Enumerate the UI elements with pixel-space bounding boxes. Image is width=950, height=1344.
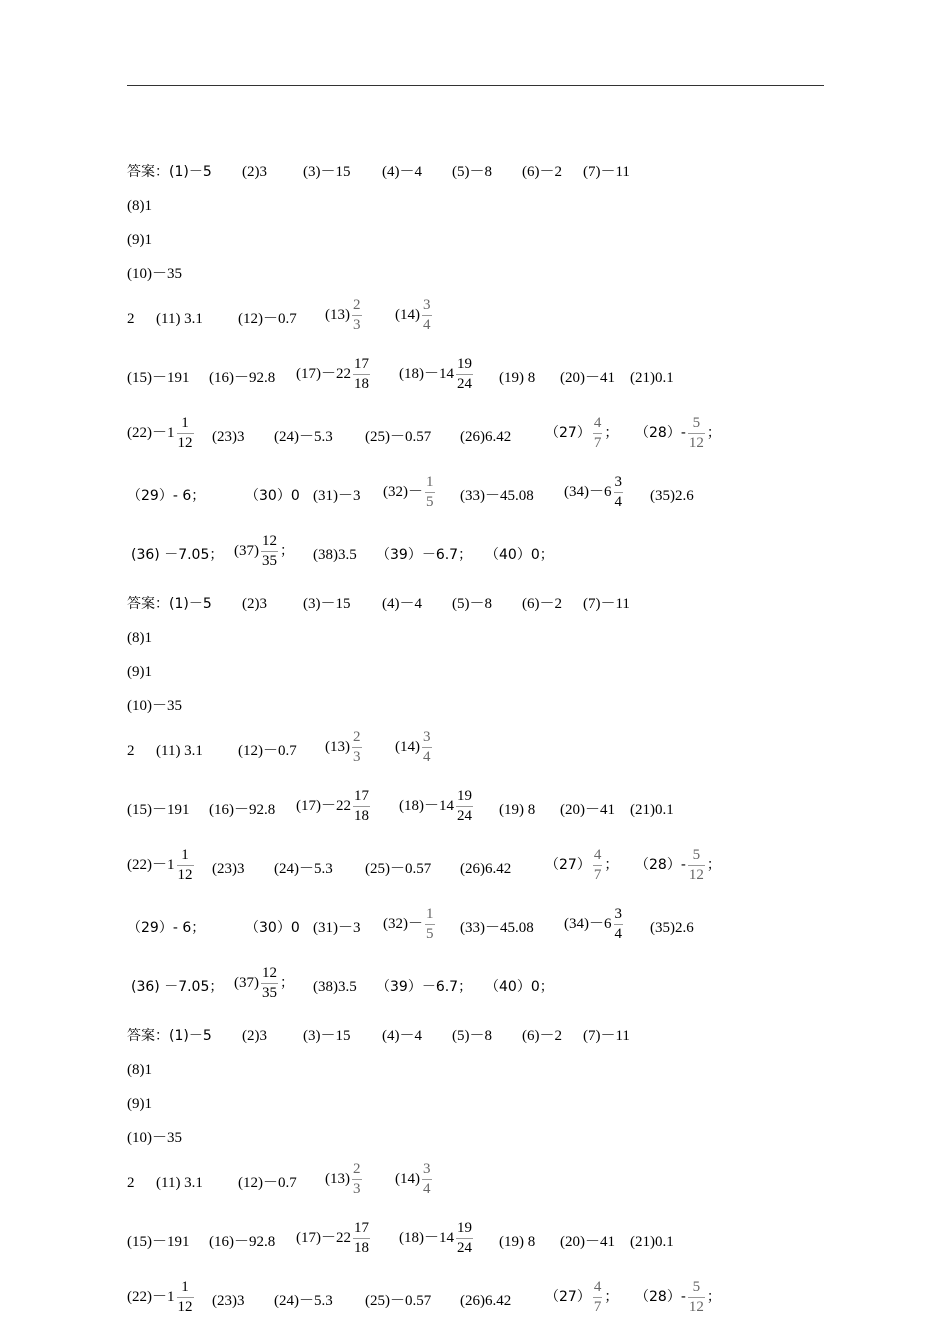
answer-item: (3)－15 — [303, 596, 351, 612]
answer-line-2: (8)1 — [127, 198, 152, 214]
answer-item: (19) 8 — [499, 802, 536, 818]
fraction: $\frac{3}{4}$ — [614, 474, 622, 510]
answer-item: (21)0.1 — [630, 1234, 674, 1250]
answer-item: (12)－0.7 — [238, 743, 297, 759]
answer-item: （28）- $\frac{5}{12}$ ； — [635, 1279, 721, 1315]
answer-item: (18)－14 $\frac{19}{24}$ — [399, 356, 472, 392]
answer-item: (17)－22 $\frac{17}{18}$ — [296, 356, 369, 392]
answer-item: (7)－11 — [583, 164, 630, 180]
fraction: $\frac{19}{24}$ — [457, 1220, 472, 1256]
answer-item: (6)－2 — [522, 1028, 562, 1044]
fraction: $\frac{4}{7}$ — [593, 847, 602, 883]
answer-line-4: (10)－35 — [127, 698, 182, 714]
fraction: $\frac{17}{18}$ — [354, 1220, 369, 1256]
answer-item: (19) 8 — [499, 370, 536, 386]
fraction: $\frac{1}{12}$ — [177, 415, 193, 451]
answer-item: (2)3 — [242, 596, 267, 612]
answer-item: (11) 3.1 — [156, 311, 203, 327]
fraction: $\frac{2}{3}$ — [353, 297, 361, 333]
answer-item: (32)－ $\frac{1}{5}$ — [383, 906, 434, 942]
answer-item: (25)－0.57 — [365, 429, 432, 445]
answer-item: (3)－15 — [303, 164, 351, 180]
answer-item: (17)－22 $\frac{17}{18}$ — [296, 788, 369, 824]
answer-item: (5)－8 — [452, 164, 492, 180]
answer-item: (22)－1 $\frac{1}{12}$ — [127, 1279, 193, 1315]
answer-item: (20)－41 — [560, 802, 615, 818]
answer-item: (4)－4 — [382, 596, 422, 612]
fraction: $\frac{2}{3}$ — [353, 729, 361, 765]
fraction: $\frac{19}{24}$ — [457, 356, 472, 392]
answer-item: (17)－22 $\frac{17}{18}$ — [296, 1220, 369, 1256]
answer-item: (36) －7.05； — [131, 547, 224, 563]
answer-item: (34)－6 $\frac{3}{4}$ — [564, 906, 622, 942]
answer-item: (22)－1 $\frac{1}{12}$ — [127, 415, 193, 451]
fraction: $\frac{3}{4}$ — [423, 1161, 431, 1197]
fraction: $\frac{1}{5}$ — [426, 906, 434, 942]
answer-item: (15)－191 — [127, 802, 190, 818]
answer-item: (13) $\frac{2}{3}$ — [325, 729, 361, 765]
answer-item: (32)－ $\frac{1}{5}$ — [383, 474, 434, 510]
answer-item: （28）- $\frac{5}{12}$ ； — [635, 415, 721, 451]
answer-item: (18)－14 $\frac{19}{24}$ — [399, 788, 472, 824]
answer-item: 答案：(1)－5 — [127, 596, 212, 612]
answer-item: (33)－45.08 — [460, 488, 534, 504]
fraction: $\frac{19}{24}$ — [457, 788, 472, 824]
answer-item: (5)－8 — [452, 596, 492, 612]
answer-item: (15)－191 — [127, 370, 190, 386]
answer-item: (38)3.5 — [313, 547, 357, 563]
answer-item: （27） $\frac{4}{7}$ ； — [545, 1279, 619, 1315]
answer-item: (35)2.6 — [650, 488, 694, 504]
answer-item: (36) －7.05； — [131, 979, 224, 995]
answer-item: (33)－45.08 — [460, 920, 534, 936]
fraction: $\frac{5}{12}$ — [688, 847, 704, 883]
answer-item: (25)－0.57 — [365, 861, 432, 877]
answer-item: (7)－11 — [583, 596, 630, 612]
answer-item: （30）0 — [245, 488, 300, 504]
answer-item: (15)－191 — [127, 1234, 190, 1250]
answer-item: (24)－5.3 — [274, 1293, 333, 1309]
answer-line-3: (9)1 — [127, 1096, 152, 1112]
answer-item: (37) $\frac{12}{35}$ ； — [234, 533, 294, 569]
fraction: $\frac{3}{4}$ — [614, 906, 622, 942]
fraction: $\frac{5}{12}$ — [688, 415, 704, 451]
fraction: $\frac{3}{4}$ — [423, 297, 431, 333]
answer-item: (37) $\frac{12}{35}$ ； — [234, 965, 294, 1001]
answer-item: 2 — [127, 311, 135, 327]
answer-item: 2 — [127, 743, 135, 759]
answer-item: (16)－92.8 — [209, 802, 276, 818]
answer-item: (31)－3 — [313, 488, 361, 504]
answer-line-2: (8)1 — [127, 1062, 152, 1078]
answer-item: 2 — [127, 1175, 135, 1191]
fraction: $\frac{5}{12}$ — [688, 1279, 704, 1315]
fraction: $\frac{12}{35}$ — [262, 965, 277, 1001]
answer-item: (35)2.6 — [650, 920, 694, 936]
answer-item: (20)－41 — [560, 370, 615, 386]
answer-line-3: (9)1 — [127, 664, 152, 680]
answer-line-4: (10)－35 — [127, 266, 182, 282]
fraction: $\frac{2}{3}$ — [353, 1161, 361, 1197]
answer-item: (13) $\frac{2}{3}$ — [325, 297, 361, 333]
answer-item: (14) $\frac{3}{4}$ — [395, 729, 431, 765]
answer-line-3: (9)1 — [127, 232, 152, 248]
fraction: $\frac{4}{7}$ — [593, 1279, 602, 1315]
answer-item: （39）－6.7； — [376, 547, 473, 563]
answer-item: (18)－14 $\frac{19}{24}$ — [399, 1220, 472, 1256]
answer-item: (24)－5.3 — [274, 429, 333, 445]
answer-item: (11) 3.1 — [156, 1175, 203, 1191]
fraction: $\frac{1}{12}$ — [177, 847, 193, 883]
answer-item: (23)3 — [212, 429, 245, 445]
answer-item: (2)3 — [242, 1028, 267, 1044]
answer-item: (2)3 — [242, 164, 267, 180]
answer-item: (19) 8 — [499, 1234, 536, 1250]
answer-item: 答案：(1)－5 — [127, 164, 212, 180]
answer-item: （40）0； — [485, 979, 554, 995]
answer-item: (31)－3 — [313, 920, 361, 936]
answer-item: (14) $\frac{3}{4}$ — [395, 297, 431, 333]
answer-item: （27） $\frac{4}{7}$ ； — [545, 847, 619, 883]
answer-item: (21)0.1 — [630, 370, 674, 386]
fraction: $\frac{12}{35}$ — [262, 533, 277, 569]
answer-item: (34)－6 $\frac{3}{4}$ — [564, 474, 622, 510]
answer-item: (20)－41 — [560, 1234, 615, 1250]
answer-item: （29）- 6； — [127, 920, 206, 936]
answer-item: （39）－6.7； — [376, 979, 473, 995]
answer-item: (14) $\frac{3}{4}$ — [395, 1161, 431, 1197]
answer-item: (21)0.1 — [630, 802, 674, 818]
answer-item: (4)－4 — [382, 1028, 422, 1044]
answer-item: (5)－8 — [452, 1028, 492, 1044]
answer-item: (16)－92.8 — [209, 370, 276, 386]
fraction: $\frac{3}{4}$ — [423, 729, 431, 765]
answer-item: (6)－2 — [522, 164, 562, 180]
answer-item: (11) 3.1 — [156, 743, 203, 759]
answer-item: (23)3 — [212, 861, 245, 877]
answer-item: (4)－4 — [382, 164, 422, 180]
answer-item: (26)6.42 — [460, 1293, 512, 1309]
answer-line-2: (8)1 — [127, 630, 152, 646]
answer-item: （30）0 — [245, 920, 300, 936]
answer-item: (26)6.42 — [460, 429, 512, 445]
answer-item: (24)－5.3 — [274, 861, 333, 877]
answer-item: （28）- $\frac{5}{12}$ ； — [635, 847, 721, 883]
answer-item: (7)－11 — [583, 1028, 630, 1044]
answer-item: (22)－1 $\frac{1}{12}$ — [127, 847, 193, 883]
fraction: $\frac{4}{7}$ — [593, 415, 602, 451]
answer-item: (25)－0.57 — [365, 1293, 432, 1309]
fraction: $\frac{1}{12}$ — [177, 1279, 193, 1315]
fraction: $\frac{17}{18}$ — [354, 356, 369, 392]
answer-item: （27） $\frac{4}{7}$ ； — [545, 415, 619, 451]
fraction: $\frac{1}{5}$ — [426, 474, 434, 510]
answer-item: （29）- 6； — [127, 488, 206, 504]
answer-item: (38)3.5 — [313, 979, 357, 995]
answer-item: (12)－0.7 — [238, 311, 297, 327]
answer-item: (16)－92.8 — [209, 1234, 276, 1250]
answer-item: (26)6.42 — [460, 861, 512, 877]
header-rule — [127, 85, 824, 86]
answer-item: (12)－0.7 — [238, 1175, 297, 1191]
answer-item: (13) $\frac{2}{3}$ — [325, 1161, 361, 1197]
fraction: $\frac{17}{18}$ — [354, 788, 369, 824]
answer-line-4: (10)－35 — [127, 1130, 182, 1146]
answer-item: （40）0； — [485, 547, 554, 563]
answer-item: 答案：(1)－5 — [127, 1028, 212, 1044]
answer-item: (23)3 — [212, 1293, 245, 1309]
answer-item: (6)－2 — [522, 596, 562, 612]
answer-item: (3)－15 — [303, 1028, 351, 1044]
